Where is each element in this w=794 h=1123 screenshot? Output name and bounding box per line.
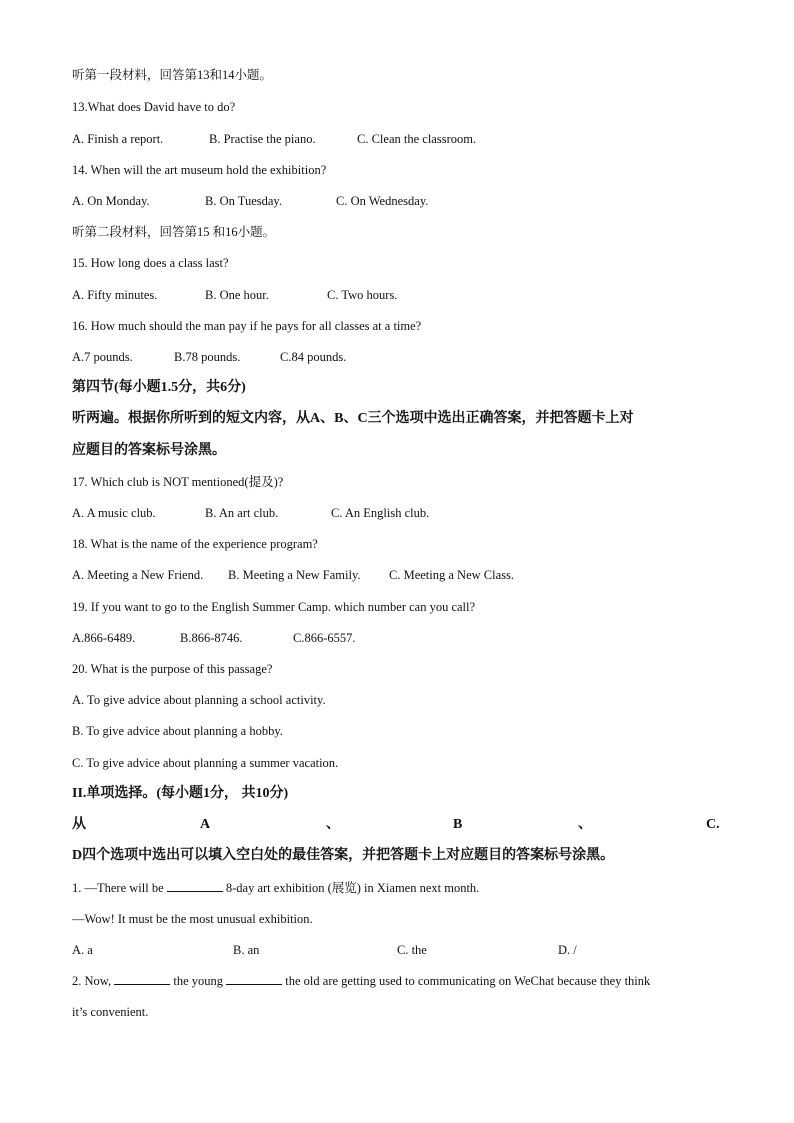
- question-17-options: [72, 505, 722, 521]
- option-a: A. Meeting a New Friend.: [72, 568, 204, 582]
- mc2-stem-end: the old are getting used to communicating on WeChat because they think: [285, 974, 651, 988]
- option-a: A. A music club.: [72, 506, 156, 520]
- question-20-option-b: B. To give advice about planning a hobby.: [72, 724, 283, 738]
- option-b: B. Meeting a New Family.: [228, 568, 361, 582]
- part-2-instructions-line-1: [72, 817, 722, 835]
- mc-question-1: [72, 880, 479, 896]
- instr-letter-c: C.: [706, 817, 720, 832]
- mc1-stem-end: 8-day art exhibition (展览) in Xiamen next month.: [225, 881, 480, 895]
- question-18-options: [72, 567, 722, 583]
- option-c: C. Meeting a New Class.: [389, 568, 514, 582]
- option-c: C. Clean the classroom.: [357, 132, 477, 146]
- question-14: 14. When will the art museum hold the exhibition?: [72, 163, 327, 177]
- instr-letter-a: A: [200, 817, 211, 832]
- option-a: A. a: [72, 943, 93, 957]
- question-18: 18. What is the name of the experience program?: [72, 537, 318, 551]
- option-c: C. On Wednesday.: [336, 194, 429, 208]
- option-b: B.78 pounds.: [174, 350, 241, 364]
- option-a: A. Finish a report.: [72, 132, 164, 146]
- question-14-options: [72, 193, 722, 209]
- instr-text-from: 从: [72, 817, 86, 832]
- mc2-stem-mid: the young: [173, 974, 224, 988]
- option-b: B. On Tuesday.: [205, 194, 282, 208]
- instr-comma-1: 、: [326, 817, 340, 832]
- section-4-title: 第四节(每小题1.5分，共6分): [72, 380, 246, 395]
- option-b: B. An art club.: [205, 506, 279, 520]
- listening-section-1-intro: 听第一段材料，回答第13和14小题。: [72, 68, 273, 82]
- mc1-stem-start: 1. —There will be: [72, 881, 164, 895]
- instr-letter-b: B: [453, 817, 463, 832]
- mc-question-2-continued: it’s convenient.: [72, 1005, 149, 1019]
- question-16-options: [72, 349, 722, 365]
- option-c: C.866-6557.: [293, 631, 356, 645]
- question-19-options: [72, 630, 722, 646]
- mc2-stem-start: 2. Now,: [72, 974, 112, 988]
- option-a: A.7 pounds.: [72, 350, 133, 364]
- answer-blank: [167, 880, 223, 892]
- mc-question-2: [72, 973, 650, 989]
- instr-comma-2: 、: [578, 817, 592, 832]
- answer-blank: [226, 973, 282, 985]
- option-c: C. the: [397, 943, 427, 957]
- option-b: B.866-8746.: [180, 631, 243, 645]
- option-a: A. On Monday.: [72, 194, 150, 208]
- option-c: C. Two hours.: [327, 288, 398, 302]
- option-a: A. Fifty minutes.: [72, 288, 158, 302]
- option-a: A.866-6489.: [72, 631, 136, 645]
- question-16: 16. How much should the man pay if he pays for all classes at a time?: [72, 319, 422, 333]
- listening-section-2-intro: 听第二段材料，回答第15 和16小题。: [72, 225, 276, 239]
- part-2-instructions-line-2: D四个选项中选出可以填入空白处的最佳答案，并把答题卡上对应题目的答案标号涂黑。: [72, 848, 615, 863]
- option-b: B. an: [233, 943, 260, 957]
- section-4-instructions-line-2: 应题目的答案标号涂黑。: [72, 443, 226, 458]
- question-15-options: [72, 287, 722, 303]
- option-c: C. An English club.: [331, 506, 430, 520]
- option-b: B. Practise the piano.: [209, 132, 316, 146]
- question-17: 17. Which club is NOT mentioned(提及)?: [72, 475, 284, 489]
- question-13: 13.What does David have to do?: [72, 100, 236, 114]
- section-4-instructions-line-1: 听两遍。根据你所听到的短文内容，从A、B、C三个选项中选出正确答案，并把答题卡上对: [72, 411, 634, 426]
- question-20: 20. What is the purpose of this passage?: [72, 662, 273, 676]
- question-20-option-a: A. To give advice about planning a school activity.: [72, 693, 326, 707]
- part-2-title: II.单项选择。(每小题1分， 共10分): [72, 786, 289, 801]
- mc-question-1-options: [72, 942, 722, 958]
- question-15: 15. How long does a class last?: [72, 256, 229, 270]
- question-19: 19. If you want to go to the English Summer Camp. which number can you call?: [72, 600, 476, 614]
- option-c: C.84 pounds.: [280, 350, 347, 364]
- mc-question-1-reply: —Wow! It must be the most unusual exhibition.: [72, 912, 313, 926]
- option-b: B. One hour.: [205, 288, 269, 302]
- option-d: D. /: [558, 943, 577, 957]
- answer-blank: [114, 973, 170, 985]
- question-20-option-c: C. To give advice about planning a summer vacation.: [72, 756, 339, 770]
- question-13-options: [72, 131, 722, 147]
